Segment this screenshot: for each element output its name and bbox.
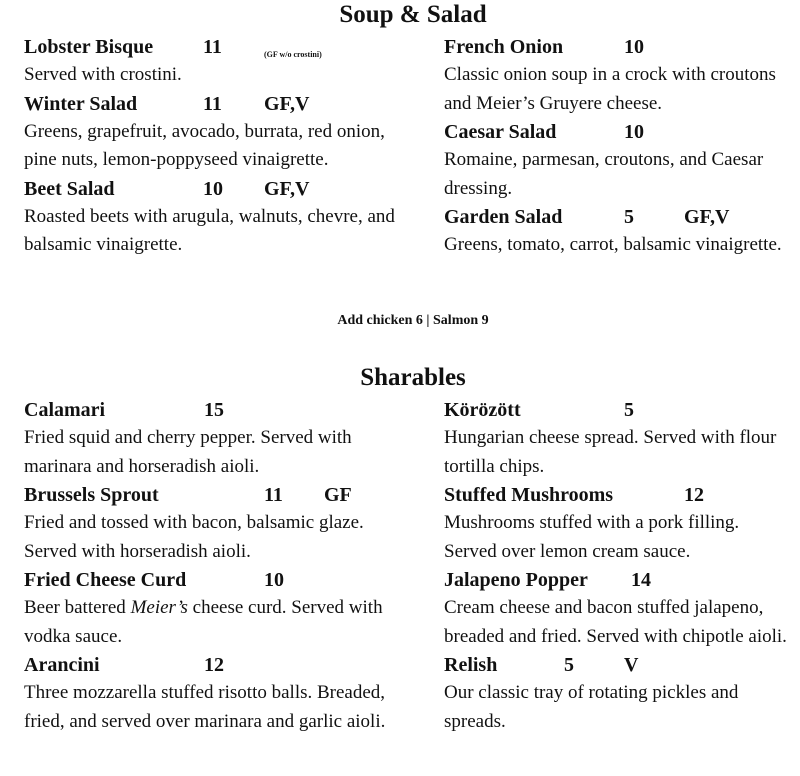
- item-dietary-tags: GF,V: [264, 92, 310, 115]
- item-description: Mushrooms stuffed with a pork filling. Served over lemon cream sauce.: [444, 512, 740, 562]
- item-description: Classic onion soup in a crock with croutons and Meier’s Gruyere cheese.: [444, 64, 776, 114]
- menu-item: [444, 651, 794, 736]
- soup-salad-right-column: [444, 33, 794, 260]
- sharables-left-column: [24, 396, 404, 736]
- menu-item: [24, 33, 404, 90]
- item-name: Relish: [444, 654, 498, 676]
- item-price: 10: [624, 36, 644, 58]
- item-name: Winter Salad: [24, 92, 138, 115]
- item-name: French Onion: [444, 36, 564, 58]
- item-name: Arancini: [24, 654, 100, 676]
- item-description: Roasted beets with arugula, walnuts, chevre, and balsamic vinaigrette.: [24, 205, 395, 255]
- item-price: 5: [624, 399, 634, 421]
- menu-item: [24, 175, 404, 260]
- item-price: 5: [564, 654, 574, 676]
- item-price: 5: [624, 206, 634, 228]
- menu-item: [24, 90, 404, 175]
- item-price: 10: [624, 121, 644, 143]
- item-description: Cream cheese and bacon stuffed jalapeno, breaded and fried. Served with chipotle aioli.: [444, 597, 787, 647]
- item-description: Greens, grapefruit, avocado, burrata, red onion, pine nuts, lemon-poppyseed vinaigrette.: [24, 120, 385, 170]
- item-description: Fried squid and cherry pepper. Served with marinara and horseradish aioli.: [24, 427, 352, 477]
- menu-item: [444, 118, 794, 203]
- menu-item: [444, 566, 794, 651]
- item-price: 10: [203, 177, 223, 200]
- item-name: Caesar Salad: [444, 121, 557, 143]
- item-price: 11: [203, 36, 222, 58]
- item-description: Romaine, parmesan, croutons, and Caesar dressing.: [444, 149, 764, 199]
- item-name: Fried Cheese Curd: [24, 569, 187, 591]
- item-price: 11: [264, 484, 283, 506]
- menu-item: [444, 481, 794, 566]
- item-dietary-tags: GF,V: [684, 206, 730, 228]
- menu-item: [24, 651, 404, 736]
- item-price: 10: [264, 569, 284, 591]
- item-price: 11: [203, 92, 222, 115]
- item-description: Served with crostini.: [24, 64, 182, 85]
- desc-brand-italic: Meier’s: [130, 597, 188, 618]
- item-description: Three mozzarella stuffed risotto balls. Breaded, fried, and served over marinara and garlic aioli.: [24, 682, 386, 732]
- desc-text: cheese curd. Served with vodka sauce.: [24, 597, 383, 647]
- menu-item: [444, 33, 794, 118]
- desc-text: Beer battered: [24, 597, 131, 618]
- item-description: Our classic tray of rotating pickles and spreads.: [444, 682, 739, 732]
- item-name: Körözött: [444, 399, 521, 421]
- item-dietary-tags: GF: [324, 484, 352, 506]
- item-dietary-tags: GF,V: [264, 177, 310, 200]
- menu-item: [444, 203, 794, 260]
- item-name: Stuffed Mushrooms: [444, 484, 614, 506]
- item-name: Jalapeno Popper: [444, 569, 588, 591]
- item-description: Fried and tossed with bacon, balsamic glaze. Served with horseradish aioli.: [24, 512, 364, 562]
- item-price: 14: [631, 569, 651, 591]
- sharables-right-column: [444, 396, 794, 736]
- item-name: Beet Salad: [24, 177, 115, 200]
- item-name: Lobster Bisque: [24, 36, 154, 58]
- item-name: Brussels Sprout: [24, 484, 159, 506]
- soup-salad-left-column: [24, 33, 404, 260]
- item-price: 15: [204, 399, 224, 421]
- item-price: 12: [684, 484, 704, 506]
- item-dietary-tags: V: [624, 654, 639, 676]
- menu-item: [24, 396, 404, 481]
- item-description: [24, 594, 404, 651]
- item-name: Calamari: [24, 399, 106, 421]
- menu-item: [24, 566, 404, 651]
- menu-item: [444, 396, 794, 481]
- item-description: Hungarian cheese spread. Served with flour tortilla chips.: [444, 427, 777, 477]
- item-note: (GF w/o crostini): [264, 50, 322, 59]
- item-price: 12: [204, 654, 224, 676]
- item-name: Garden Salad: [444, 206, 563, 228]
- item-description: Greens, tomato, carrot, balsamic vinaigrette.: [444, 234, 782, 255]
- section-title-soup-salad: Soup & Salad: [339, 1, 487, 28]
- section-title-sharables: Sharables: [360, 364, 466, 391]
- protein-addon-note: Add chicken 6 | Salmon 9: [337, 313, 489, 328]
- menu-item: [24, 481, 404, 566]
